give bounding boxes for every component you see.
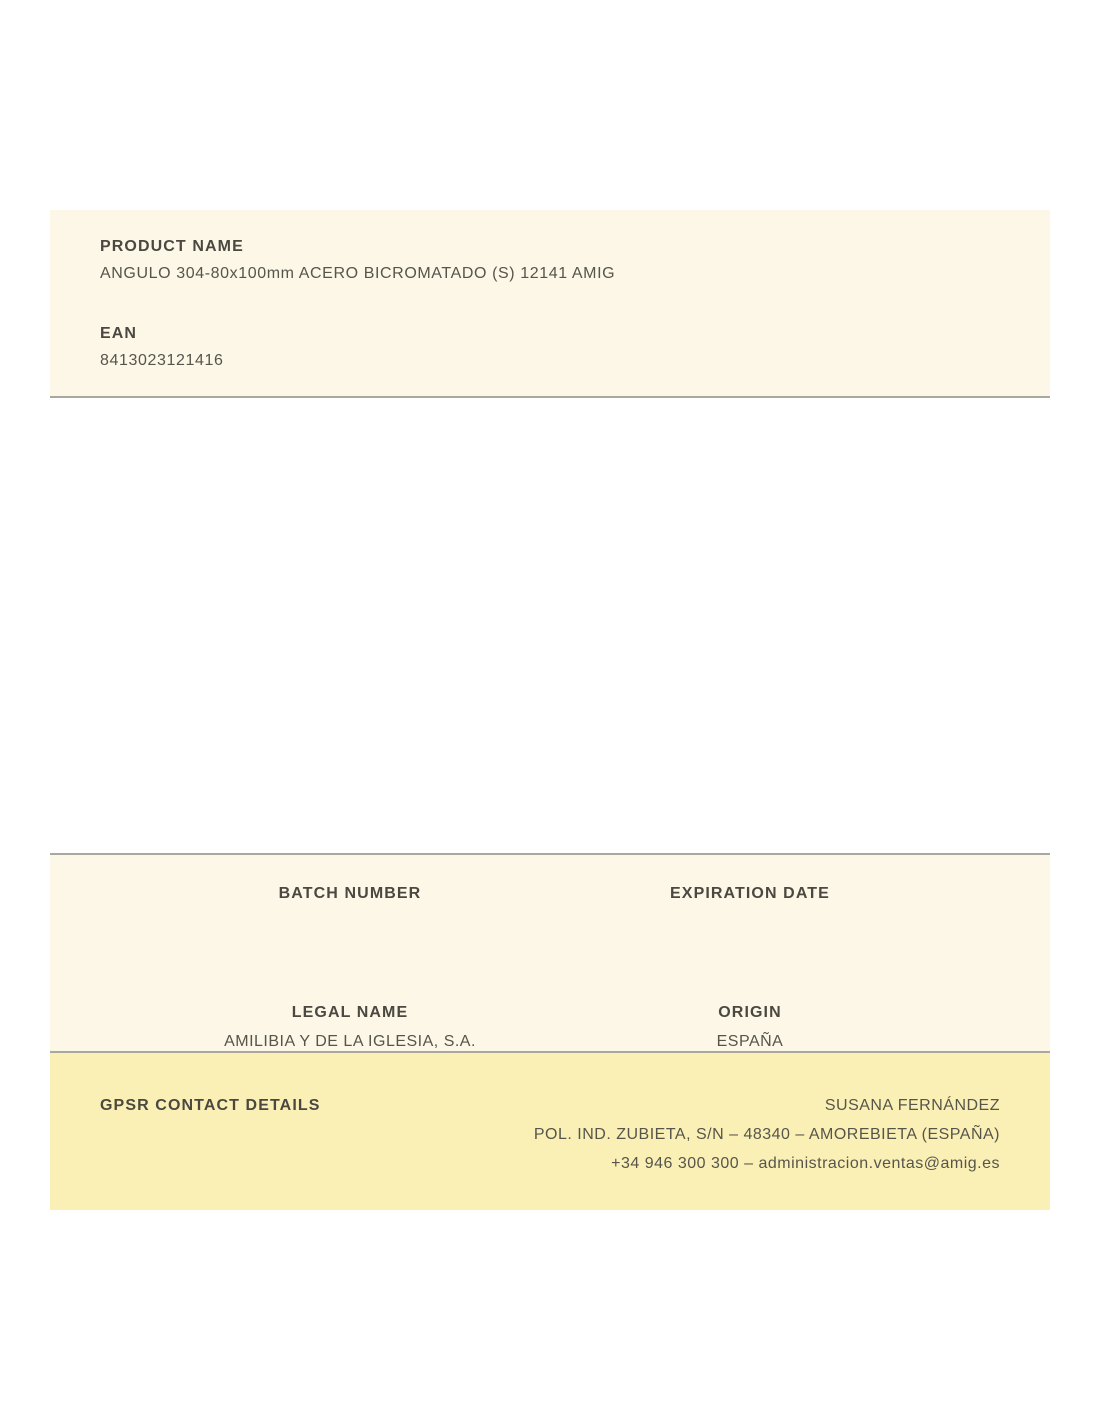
- expiration-date-value: [550, 914, 950, 932]
- origin-label: ORIGIN: [718, 1004, 782, 1021]
- gpsr-contact-label: GPSR CONTACT DETAILS: [100, 1097, 321, 1114]
- product-info-section: [50, 210, 1050, 398]
- product-name-value: ANGULO 304-80x100mm ACERO BICROMATADO (S) 12141 AMIG: [100, 265, 616, 282]
- ean-label: EAN: [100, 325, 138, 342]
- ean-value: 8413023121416: [100, 352, 224, 369]
- gpsr-contact-block: [534, 1091, 1000, 1178]
- expiration-date-field: [550, 885, 950, 932]
- batch-number-value: [150, 914, 550, 932]
- traceability-section: [50, 853, 1050, 1053]
- product-name-label: PRODUCT NAME: [100, 238, 244, 255]
- expiration-date-label: EXPIRATION DATE: [670, 885, 830, 902]
- origin-value: ESPAÑA: [716, 1033, 784, 1050]
- gpsr-contact-section: [50, 1053, 1050, 1210]
- origin-field: [550, 1004, 950, 1051]
- product-name-field: [100, 238, 1000, 283]
- legal-name-field: [150, 1004, 550, 1051]
- batch-number-label: BATCH NUMBER: [278, 885, 422, 902]
- gpsr-contact-phone-email: +34 946 300 300 – administracion.ventas@amig.es: [611, 1155, 1000, 1172]
- gpsr-contact-name: SUSANA FERNÁNDEZ: [824, 1097, 1000, 1114]
- gpsr-contact-address: POL. IND. ZUBIETA, S/N – 48340 – AMOREBIETA (ESPAÑA): [533, 1126, 1000, 1143]
- batch-number-field: [150, 885, 550, 932]
- legal-name-label: LEGAL NAME: [291, 1004, 409, 1021]
- ean-field: [100, 325, 1000, 370]
- legal-name-value: AMILIBIA Y DE LA IGLESIA, S.A.: [224, 1033, 476, 1050]
